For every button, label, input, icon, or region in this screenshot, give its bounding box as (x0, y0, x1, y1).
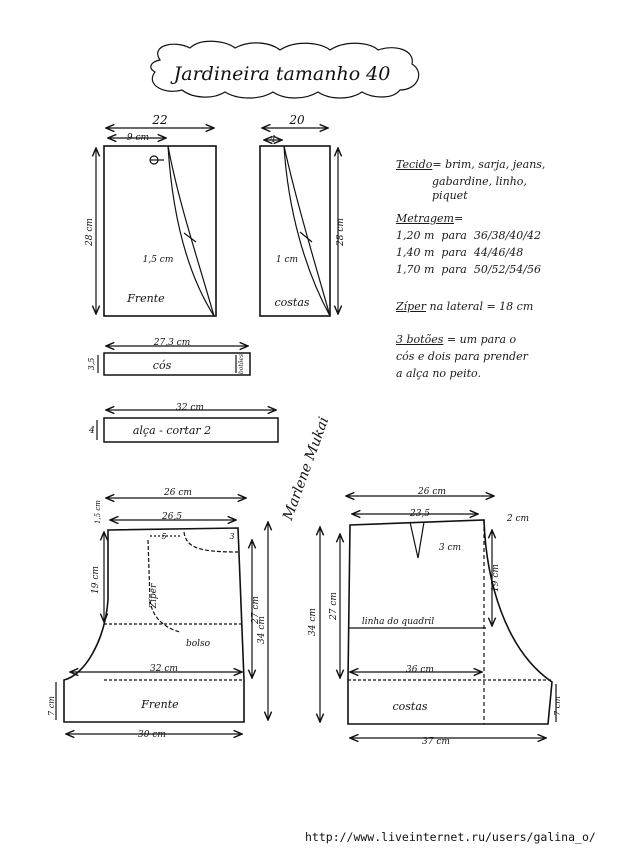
yardage-row: 1,20 m para 36/38/40/42 (396, 229, 541, 242)
buttons-line-1: = um para o (446, 333, 517, 346)
back-shorts-top-width: 23,5 (409, 509, 431, 519)
front-shorts-pocket: bolso (185, 639, 211, 649)
instructions-notes (396, 156, 611, 398)
front-shorts-top: 26 cm (164, 488, 192, 498)
signature: Marlene Mukai (280, 414, 333, 523)
waistband-pattern (98, 346, 250, 375)
footer-url[interactable]: http://www.liveinternet.ru/users/galina_o/ (305, 830, 596, 844)
back-shorts-hem-height: 7 cm (553, 696, 562, 716)
front-shorts-hem-height: 7 cm (47, 696, 56, 716)
buttons-label: 3 botões (396, 333, 444, 346)
zipper-text: na lateral = 18 cm (429, 300, 534, 313)
front-shorts-rise: 19 cm (91, 566, 101, 594)
waistband-label: cós (152, 359, 172, 372)
back-bib-pattern (260, 128, 338, 316)
front-shorts-label: Frente (141, 698, 179, 711)
strap-label: alça - cortar 2 (132, 424, 212, 437)
yardage-row: 1,70 m para 50/52/54/56 (396, 263, 541, 276)
front-bib-pattern (96, 128, 216, 316)
front-bib-width: 22 (152, 113, 168, 127)
back-shorts-side-inner: 27 cm (329, 592, 339, 620)
fabric-line-3: piquet (432, 189, 468, 202)
back-bib-dart: 1 cm (275, 255, 299, 265)
waistband-end-note: botões (238, 353, 245, 375)
front-bib-dart: 1,5 cm (142, 255, 174, 265)
back-shorts-waist-rise: 2 cm (506, 514, 530, 524)
yardage-label: Metragem (396, 212, 454, 225)
buttons-line-2: cós e dois para prender (396, 350, 528, 363)
back-shorts-hem: 37 cm (422, 737, 450, 747)
fabric-block: Tecido= brim, sarja, jeans, gabardine, linho, piquet (396, 156, 611, 204)
strap-length: 32 cm (176, 403, 204, 413)
fabric-label: Tecido (396, 158, 433, 171)
buttons-line-3: a alça no peito. (396, 367, 481, 380)
waistband-length: 27,3 cm (153, 338, 191, 348)
back-shorts-pattern (320, 496, 556, 738)
front-shorts-side-outer: 34 cm (257, 616, 267, 644)
front-bib-height: 28 cm (85, 218, 95, 246)
zipper-label: Zíper (396, 300, 426, 313)
back-shorts-top: 26 cm (418, 487, 446, 497)
strap-height: 4 (89, 426, 95, 436)
back-shorts-side-outer: 34 cm (308, 608, 318, 636)
back-shorts-hip-line: linha do quadril (361, 617, 435, 627)
title-text: Jardineira tamanho 40 (173, 63, 391, 85)
back-shorts-dart: 3 cm (438, 543, 462, 553)
back-shorts-hip: 36 cm (406, 665, 434, 675)
front-bib-label: Frente (127, 292, 165, 305)
back-bib-offset: 4 (270, 135, 276, 145)
buttons-block (396, 331, 611, 382)
front-shorts-dim3: 3 (229, 532, 235, 541)
front-shorts-fly: Zíper (149, 583, 159, 609)
yardage-row: 1,40 m para 44/46/48 (396, 246, 524, 259)
back-shorts-label: costas (392, 700, 428, 713)
front-shorts-side-inner: 27 cm (251, 596, 261, 624)
front-shorts-hem: 30 cm (138, 730, 166, 740)
front-bib-offset: 9 cm (126, 133, 150, 143)
back-bib-width: 20 (289, 113, 305, 127)
front-shorts-hip: 32 cm (150, 664, 178, 674)
back-bib-label: costas (274, 296, 310, 309)
front-shorts-top-margin: 1,5 cm (94, 500, 102, 524)
back-shorts-rise: 19 cm (491, 564, 501, 592)
front-shorts-dim5: 5 (161, 532, 167, 541)
fabric-line-2: gabardine, linho, (432, 175, 527, 188)
fabric-line-1: brim, sarja, jeans, (445, 158, 546, 171)
yardage-block: Metragem= 1,20 m para 36/38/40/42 1,40 m para 44/46/48 1,70 m para 50/52/54/56 (396, 210, 611, 278)
waistband-height: 3,5 (87, 357, 96, 371)
back-bib-height: 28 cm (336, 218, 346, 246)
zipper-block (396, 298, 611, 315)
front-shorts-top-width: 26,5 (161, 512, 183, 522)
